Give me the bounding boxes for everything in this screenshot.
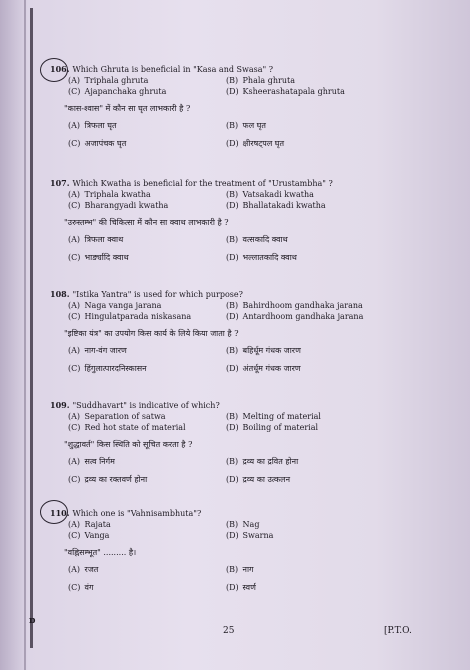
option-text: Rajata <box>84 520 111 529</box>
hindi-option-grid <box>68 345 440 374</box>
question-110 <box>50 508 440 593</box>
option-letter: (B) <box>226 565 239 574</box>
option-text: त्रिफला क्वाथ <box>84 235 124 244</box>
question-text: "Suddhavart" is indicative of which? <box>72 401 220 410</box>
question-text: Which one is "Vahnisambhuta"? <box>72 509 202 518</box>
option <box>226 311 426 322</box>
option-text: Swarna <box>242 531 274 540</box>
option-grid <box>68 189 440 211</box>
option <box>226 519 426 530</box>
option-text: भल्लातकादि क्वाथ <box>242 253 297 262</box>
hindi-option <box>226 345 426 356</box>
hindi-question-text: "वह्निसम्भूत" ......... है। <box>64 548 137 557</box>
hindi-option <box>226 234 426 245</box>
option <box>68 530 226 541</box>
option <box>68 189 226 200</box>
question-106 <box>50 64 440 149</box>
option-letter: (C) <box>68 423 81 432</box>
option-text: अंतर्धूम गंधक जारण <box>242 364 301 373</box>
question-number: 108. <box>50 289 70 299</box>
option <box>226 75 426 86</box>
option <box>226 300 426 311</box>
option-letter: (D) <box>226 583 239 592</box>
option-letter: (D) <box>226 531 239 540</box>
option-letter: (A) <box>68 235 81 244</box>
hindi-option-grid <box>68 564 440 593</box>
question-number: 110. <box>50 508 70 518</box>
option <box>68 300 226 311</box>
option-letter: (C) <box>68 201 81 210</box>
option-grid <box>68 411 440 433</box>
option-letter: (A) <box>68 565 81 574</box>
option-text: Separation of satwa <box>84 412 166 421</box>
hindi-question-text: "शुद्धावर्त" किस स्थिति को सूचित करता है ? <box>64 440 193 449</box>
option-letter: (B) <box>226 190 239 199</box>
option <box>68 75 226 86</box>
question-stem <box>50 64 440 75</box>
option-grid <box>68 300 440 322</box>
option-letter: (A) <box>68 121 81 130</box>
option <box>68 311 226 322</box>
hindi-option <box>226 564 426 575</box>
option-text: द्रव्य का द्रवित होना <box>242 457 299 466</box>
option-text: वत्सकादि क्वाथ <box>242 235 288 244</box>
hindi-option <box>226 582 426 593</box>
option-text: सत्व निर्गम <box>84 457 115 466</box>
option-letter: (A) <box>68 412 81 421</box>
hindi-option-grid <box>68 120 440 149</box>
option-text: फल घृत <box>242 121 266 130</box>
question-number: 106. <box>50 64 70 74</box>
option <box>68 411 226 422</box>
option-letter: (D) <box>226 475 239 484</box>
option-text: Naga vanga jarana <box>84 301 162 310</box>
option-text: नाग-वंग जारण <box>84 346 127 355</box>
option-text: द्रव्य का रक्तवर्ण होना <box>84 475 148 484</box>
question-text: "Istika Yantra" is used for which purpose? <box>72 290 243 299</box>
option-letter: (A) <box>68 346 81 355</box>
option-text: Ajapanchaka ghruta <box>84 87 167 96</box>
hindi-option <box>226 456 426 467</box>
option <box>68 519 226 530</box>
option-text: वंग <box>84 583 94 592</box>
option-letter: (D) <box>226 139 239 148</box>
question-108 <box>50 289 440 374</box>
option <box>68 422 226 433</box>
question-107 <box>50 178 440 263</box>
option-letter: (A) <box>68 190 81 199</box>
hindi-option <box>68 582 226 593</box>
option-text: Triphala kwatha <box>84 190 151 199</box>
hindi-question-text: "कास-श्वास" में कौन सा घृत लाभकारी है ? <box>64 104 191 113</box>
option-text: Vatsakadi kwatha <box>242 190 314 199</box>
option-text: Ksheerashatapala ghruta <box>242 87 345 96</box>
option-letter: (C) <box>68 87 81 96</box>
option-letter: (D) <box>226 201 239 210</box>
option-letter: (C) <box>68 139 81 148</box>
option-text: त्रिफला घृत <box>84 121 117 130</box>
option-text: नाग <box>242 565 254 574</box>
option-letter: (A) <box>68 76 81 85</box>
option-text: Melting of material <box>242 412 321 421</box>
margin-mark: ɒ <box>29 616 36 626</box>
hindi-option <box>68 456 226 467</box>
option-letter: (B) <box>226 412 239 421</box>
hindi-option <box>226 120 426 131</box>
question-text: Which Kwatha is beneficial for the treatment of "Urustambha" ? <box>72 179 333 188</box>
option-text: रजत <box>84 565 99 574</box>
option <box>226 189 426 200</box>
option-grid <box>68 519 440 541</box>
hindi-option-grid <box>68 234 440 263</box>
question-stem <box>50 400 440 411</box>
option-text: क्षीरषट्पल घृत <box>242 139 285 148</box>
option-letter: (D) <box>226 312 239 321</box>
option-text: Bahirdhoom gandhaka jarana <box>242 301 363 310</box>
option-letter: (B) <box>226 457 239 466</box>
binding-edge <box>24 0 26 670</box>
option-text: Red hot state of material <box>84 423 186 432</box>
hindi-option <box>68 345 226 356</box>
hindi-option <box>68 120 226 131</box>
option-letter: (C) <box>68 364 81 373</box>
option <box>226 86 426 97</box>
option-text: Bhallatakadi kwatha <box>242 201 326 210</box>
option-text: हिंगुलात्पारदनिस्कासन <box>84 364 147 373</box>
option-letter: (B) <box>226 76 239 85</box>
option-text: Boiling of material <box>242 423 319 432</box>
hindi-option-grid <box>68 456 440 485</box>
option-letter: (A) <box>68 457 81 466</box>
hindi-option <box>226 138 426 149</box>
hindi-question-text: "इष्टिका यंत्र" का उपयोग किस कार्य के लिये किया जाता है ? <box>64 329 239 338</box>
pto-label: [P.T.O. <box>384 626 412 636</box>
option <box>226 200 426 211</box>
option-letter: (C) <box>68 253 81 262</box>
hindi-option <box>226 474 426 485</box>
page-number: 25 <box>223 626 235 636</box>
option-letter: (B) <box>226 301 239 310</box>
option-text: स्वर्ण <box>242 583 256 592</box>
hindi-question-text: "उरुस्तम्भ" की चिकित्सा में कौन सा क्वाथ लाभकारी है ? <box>64 218 229 227</box>
option-text: द्रव्य का उत्कलन <box>242 475 291 484</box>
option <box>226 411 426 422</box>
option-text: Triphala ghruta <box>84 76 149 85</box>
option-letter: (C) <box>68 312 81 321</box>
option-text: Nag <box>242 520 260 529</box>
option <box>226 422 426 433</box>
option-letter: (B) <box>226 121 239 130</box>
option-text: Hingulatparada niskasana <box>84 312 192 321</box>
option-letter: (C) <box>68 531 81 540</box>
option <box>68 86 226 97</box>
option-letter: (D) <box>226 253 239 262</box>
hindi-option <box>68 564 226 575</box>
hindi-option <box>68 234 226 245</box>
hindi-option <box>68 363 226 374</box>
option-letter: (B) <box>226 346 239 355</box>
option-letter: (D) <box>226 87 239 96</box>
option-grid <box>68 75 440 97</box>
option-letter: (A) <box>68 520 81 529</box>
question-stem <box>50 289 440 300</box>
hindi-option <box>68 138 226 149</box>
option-letter: (A) <box>68 301 81 310</box>
option-letter: (C) <box>68 583 81 592</box>
hindi-option <box>226 252 426 263</box>
question-number: 107. <box>50 178 70 188</box>
option-text: Antardhoom gandhaka jarana <box>242 312 364 321</box>
option-text: Bharangyadi kwatha <box>84 201 169 210</box>
hindi-option <box>68 252 226 263</box>
question-number: 109. <box>50 400 70 410</box>
option-text: अजापंचक घृत <box>84 139 127 148</box>
option-text: Phala ghruta <box>242 76 295 85</box>
option-letter: (B) <box>226 520 239 529</box>
option <box>68 200 226 211</box>
option-text: भार्ङ्यादि क्वाथ <box>84 253 129 262</box>
option-text: बहिर्धूम गंधक जारण <box>242 346 301 355</box>
option-letter: (D) <box>226 423 239 432</box>
option-letter: (B) <box>226 235 239 244</box>
question-text: Which Ghruta is beneficial in "Kasa and Swasa" ? <box>72 65 274 74</box>
hindi-option <box>226 363 426 374</box>
option-letter: (C) <box>68 475 81 484</box>
question-stem <box>50 178 440 189</box>
option <box>226 530 426 541</box>
question-stem <box>50 508 440 519</box>
binding-line <box>29 8 36 648</box>
question-109 <box>50 400 440 485</box>
hindi-option <box>68 474 226 485</box>
option-text: Vanga <box>84 531 110 540</box>
option-letter: (D) <box>226 364 239 373</box>
